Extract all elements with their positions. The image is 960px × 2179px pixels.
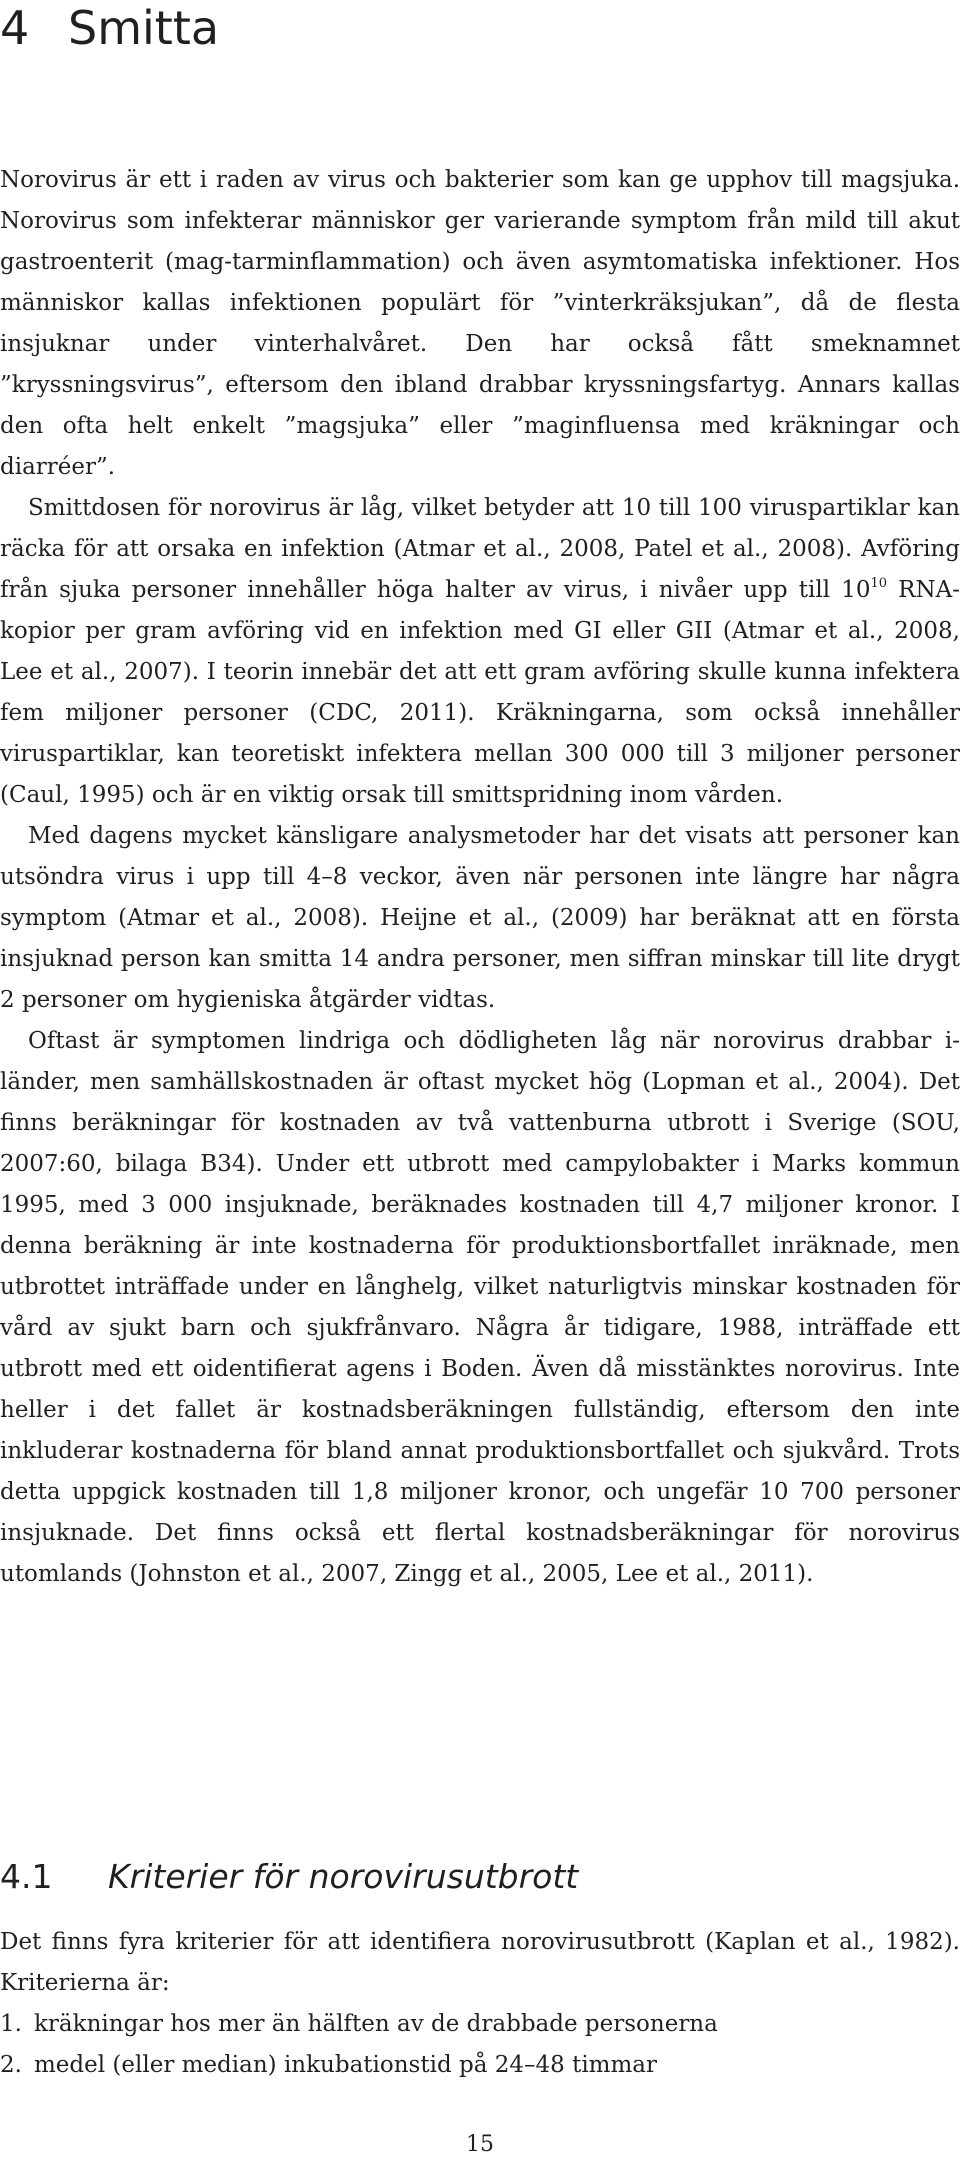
section-heading <box>0 1855 578 1899</box>
paragraph-4: Oftast är symptomen lindriga och dödligheten låg när norovirus drabbar i-länder, men samhällskostnaden är oftast mycket hög (Lopman et al., 2004). Det finns beräkningar för kostnaden av två vattenburna utbrott i Sverige (SOU, 2007:60, bilaga B34). Under ett utbrott med campylobakter i Marks kommun 1995, med 3 000 insjuknade, beräknades kostnaden till 4,7 miljoner kronor. I denna beräkning är inte kostnaderna för produktionsbortfallet inräknade, men utbrottet inträffade under en långhelg, vilket naturligtvis minskar kostnaden för vård av sjukt barn och sjukfrånvaro. Några år tidigare, 1988, inträffade ett utbrott med ett oidentifierat agens i Boden. Även då misstänktes norovirus. Inte heller i det fallet är kostnadsberäkningen fullständig, eftersom den inte inkluderar kostnaderna för bland annat produktionsbortfallet och sjukvård. Trots detta uppgick kostnaden till 1,8 miljoner kronor, och ungefär 10 700 personer insjuknade. Det finns också ett flertal kostnadsberäkningar för norovirus utomlands (Johnston et al., 2007, Zingg et al., 2005, Lee et al., 2011). <box>0 1028 960 1587</box>
exponent-superscript: 10 <box>870 576 888 591</box>
page-number: 15 <box>466 2132 494 2157</box>
list-marker: 1. <box>0 2011 22 2037</box>
section-intro-paragraph: Det finns fyra kriterier för att identifiera norovirusutbrott (Kaplan et al., 1982). Kriterierna är: <box>0 1929 960 1996</box>
chapter-number: 4 <box>0 1 30 55</box>
section-body <box>0 1922 960 2086</box>
section-title-text: Kriterier för norovirusutbrott <box>108 1857 579 1896</box>
list-item-text: medel (eller median) inkubationstid på 24–48 timmar <box>34 2052 658 2078</box>
paragraph-2 <box>0 488 960 816</box>
paragraph-1: Norovirus är ett i raden av virus och bakterier som kan ge upphov till magsjuka. Norovirus som infekterar människor ger varierande symptom från mild till akut gastroenterit (mag-tarminflammation) och även asymtomatiska infektioner. Hos människor kallas infektionen populärt för ”vinterkräksjukan”, då de flesta insjuknar under vinterhalvåret. Den har också fått smeknamnet ”kryssningsvirus”, eftersom den ibland drabbar kryssningsfartyg. Annars kallas den ofta helt enkelt ”magsjuka” eller ”maginfluensa med kräkningar och diarréer”. <box>0 167 960 480</box>
list-item-text: kräkningar hos mer än hälften av de drabbade personerna <box>34 2011 718 2037</box>
chapter-title-text: Smitta <box>68 1 220 55</box>
section-number: 4.1 <box>0 1857 53 1896</box>
chapter-body <box>0 160 960 1595</box>
paragraph-2-text-b: RNA-kopior per gram avföring vid en infektion med GI eller GII (Atmar et al., 2008, Lee et al., 2007). I teorin innebär det att ett gram avföring skulle kunna infektera fem miljoner personer (CDC, 2011). Kräkningarna, som också innehåller viruspartiklar, kan teoretiskt infektera mellan 300 000 till 3 miljoner personer (Caul, 1995) och är en viktig orsak till smittspridning inom vården. <box>0 577 960 808</box>
list-marker: 2. <box>0 2052 22 2078</box>
chapter-title <box>0 0 219 56</box>
list-item <box>0 2045 960 2086</box>
list-item <box>0 2004 960 2045</box>
criteria-list <box>0 2004 960 2086</box>
paragraph-2-text-a: Smittdosen för norovirus är låg, vilket betyder att 10 till 100 viruspartiklar kan räcka för att orsaka en infektion (Atmar et al., 2008, Patel et al., 2008). Avföring från sjuka personer innehåller höga halter av virus, i nivåer upp till 10 <box>0 495 960 603</box>
paragraph-3: Med dagens mycket känsligare analysmetoder har det visats att personer kan utsöndra virus i upp till 4–8 veckor, även när personen inte längre har några symptom (Atmar et al., 2008). Heijne et al., (2009) har beräknat att en första insjuknad person kan smitta 14 andra personer, men siffran minskar till lite drygt 2 personer om hygieniska åtgärder vidtas. <box>0 823 960 1013</box>
